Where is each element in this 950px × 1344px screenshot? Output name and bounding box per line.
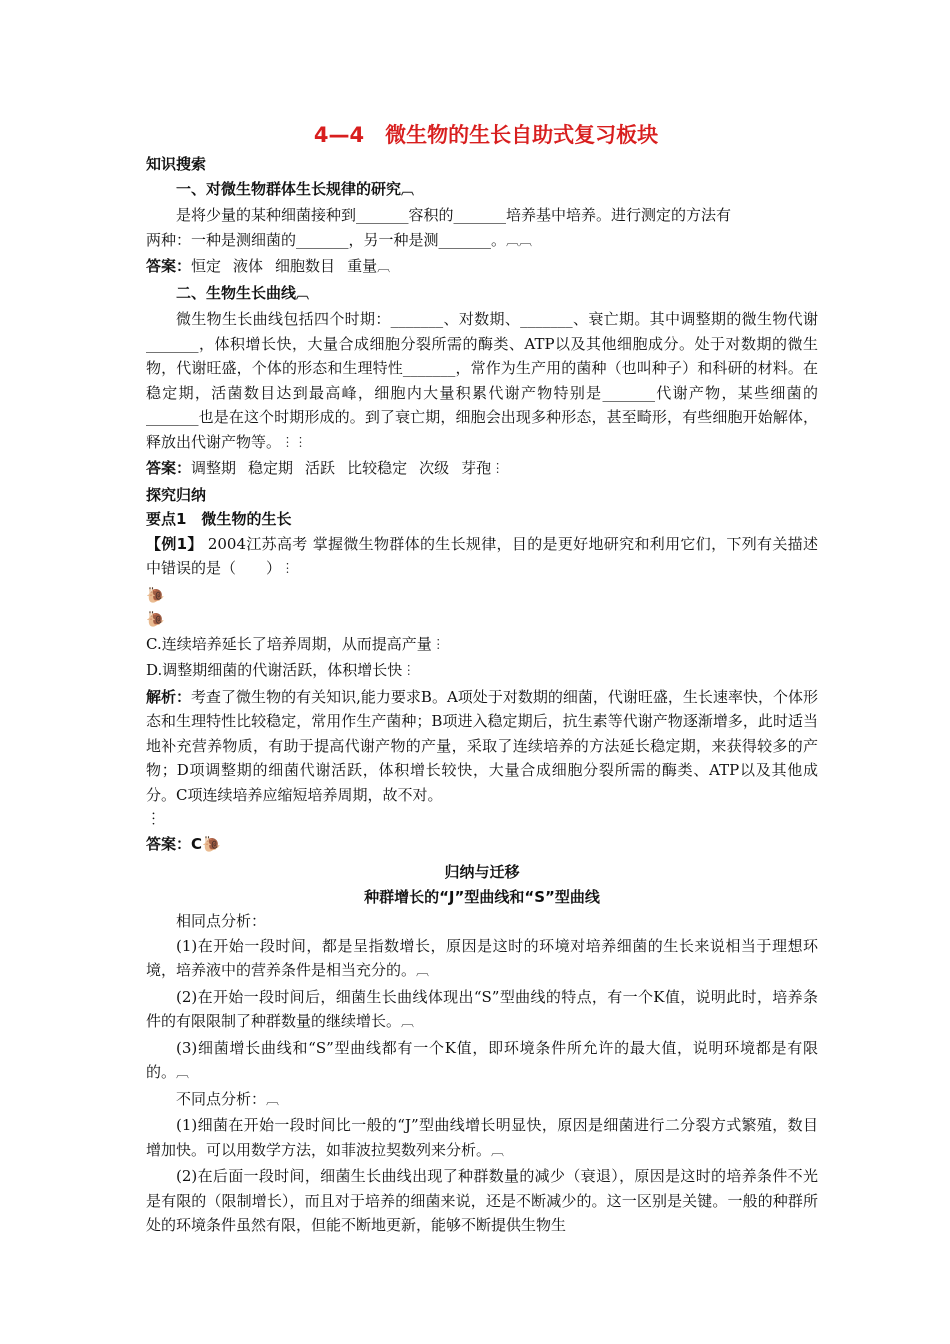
section2-answer-6: 芽孢: [461, 459, 492, 477]
section2-answer-2: 稳定期: [248, 459, 294, 477]
section1-body-line2-text: 两种：一种是测细菌的_______，另一种是测_______。: [146, 230, 507, 249]
section2-body-mark: ︙︙: [281, 435, 308, 451]
option-b-icon: 🐌: [146, 610, 165, 628]
section1-answer-1: 恒定: [191, 257, 222, 275]
same-item-3-mark: ︹: [176, 1066, 190, 1081]
option-c-text: C.连续培养延长了培养周期，从而提高产量: [146, 634, 432, 653]
diff-item-1-text: (1)细菌在开始一段时间比一般的“J”型曲线增长明显快，原因是细菌进行二分裂方式繁殖，数目增加快。可以用数学方法，如菲波拉契数列来分析。: [146, 1116, 818, 1159]
key-point-text: 要点1 微生物的生长: [146, 510, 292, 528]
section2-answer-1: 调整期: [191, 459, 237, 477]
analysis-answer-icon: 🐌: [202, 834, 221, 853]
example-text: 2004江苏高考 掌握微生物群体的生长规律，目的是更好地研究和利用它们，下列有关描述中错误的是（ ）: [146, 534, 818, 577]
section2-body-text: 微生物生长曲线包括四个时期：_______、对数期、_______、衰亡期。其中调整期的微生物代谢_______，体积增长快，大量合成细胞分裂所需的酶类、ATP以及其他细胞成分。处于对数期的微生物，代谢旺盛，个体的形态和生理特性_______，常作为生产用的菌种（也叫种子）和科研的材料。在稳定期，活菌数目达到最高峰，细胞内大量积累代谢产物特别是_______代谢产物，某些细菌的_______也是在这个时期形成的。到了衰亡期，细胞会出现多种形态，甚至畸形，有些细胞开始解体，释放出代谢产物等。: [146, 310, 818, 451]
diff-title-mark: ︹: [266, 1092, 280, 1108]
option-c: [146, 632, 818, 659]
analysis: [146, 685, 818, 808]
diff-title-text: 不同点分析：: [176, 1089, 267, 1108]
same-item-3-text: (3)细菌增长曲线和“S”型曲线都有一个K值，即环境条件所允许的最大值，说明环境都是有限的。: [146, 1038, 818, 1081]
section1-body-line2: [146, 228, 818, 255]
same-item-1-text: (1)在开始一段时间，都是呈指数增长，原因是这时的环境对培养细菌的生长来说相当于理想环境，培养液中的营养条件是相当充分的。: [146, 936, 818, 979]
example-label: 【例1】: [146, 534, 203, 553]
knowledge-search-heading: 知识搜索: [146, 155, 207, 173]
section2-heading-mark: ︹: [296, 286, 310, 302]
analysis-answer-label: 答案：: [146, 834, 192, 853]
section1-body-line1: 是将少量的某种细菌接种到_______容积的_______培养基中培养。进行测定的方法有: [176, 206, 732, 224]
same-item-2: [146, 985, 818, 1036]
section2-answer-mark: ︙: [491, 462, 505, 477]
section1-answer-mark: ︹: [377, 260, 391, 275]
page-title: 4—4 微生物的生长自助式复习板块: [313, 123, 659, 147]
section2-body: [146, 307, 818, 456]
same-item-3: [146, 1036, 818, 1087]
analysis-answer-value: C: [191, 834, 203, 853]
analysis-mark: ︙: [146, 810, 162, 828]
same-item-1-mark: ︹: [416, 964, 430, 979]
section1-answer-label: 答案：: [146, 257, 192, 275]
option-d: [146, 658, 818, 685]
key-point: [146, 507, 818, 532]
section2-heading: [146, 281, 818, 308]
section1-heading: [146, 177, 818, 204]
analysis-text: 考查了微生物的有关知识,能力要求B。A项处于对数期的细菌，代谢旺盛，生长速率快，个体形态和生理特性比较稳定，常用作生产菌种；B项进入稳定期后，抗生素等代谢产物逐渐增多，此时适当地补充营养物质，有助于提高代谢产物的产量，采取了连续培养的方法延长稳定期，来获得较多的产物；D项调整期的细菌代谢活跃，体积增长较快，大量合成细胞分裂所需的酶类、ATP以及其他成分。C项连续培养应缩短培养周期，故不对。: [146, 687, 818, 804]
section1-answer-3: 细胞数目: [275, 257, 336, 275]
section2-answer-4: 比较稳定: [347, 459, 408, 477]
section2-answer-5: 次级: [419, 459, 450, 477]
summary-subheading: 种群增长的“J”型曲线和“S”型曲线: [364, 887, 600, 906]
document-page: [146, 118, 818, 1238]
example-mark: ︙: [281, 562, 295, 577]
section1-answer-4: 重量: [347, 257, 378, 275]
section1-answer-2: 液体: [233, 257, 264, 275]
diff-title: [146, 1087, 818, 1114]
option-d-text: D.调整期细菌的代谢活跃，体积增长快: [146, 661, 403, 679]
option-c-mark: ︙: [431, 637, 445, 653]
section1-body-mark: ︹︹: [506, 233, 533, 249]
diff-item-1-mark: ︹: [491, 1143, 505, 1159]
section1-answer: [146, 254, 818, 281]
section2-answer-label: 答案：: [146, 459, 192, 477]
same-item-2-mark: ︹: [401, 1015, 415, 1030]
same-title: 相同点分析：: [176, 912, 267, 930]
option-a-icon: 🐌: [146, 585, 165, 604]
same-item-1: [146, 934, 818, 985]
diff-item-1: [146, 1113, 818, 1164]
summary-heading: 归纳与迁移: [444, 863, 520, 881]
explore-heading: 探究归纳: [146, 485, 207, 504]
section1-heading-text: 一、对微生物群体生长规律的研究: [176, 179, 402, 198]
analysis-label: 解析：: [146, 687, 192, 706]
section2-answer-3: 活跃: [305, 459, 336, 477]
section2-heading-text: 二、生物生长曲线: [176, 283, 297, 302]
section1-heading-mark: ︹: [401, 182, 415, 198]
section2-answer: [146, 456, 818, 483]
option-d-mark: ︙: [402, 664, 416, 679]
analysis-answer: [146, 832, 818, 857]
diff-item-2: (2)在后面一段时间，细菌生长曲线出现了种群数量的减少（衰退），原因是这时的培养条件不光是有限的（限制增长），而且对于培养的细菌来说，还是不断减少的。这一区别是关键。一般的种群所处的环境条件虽然有限，但能不断地更新，能够不断提供生物生: [146, 1167, 818, 1234]
example-question: [146, 532, 818, 583]
same-item-2-text: (2)在开始一段时间后，细菌生长曲线体现出“S”型曲线的特点，有一个K值，说明此时，培养条件的有限限制了种群数量的继续增长。: [146, 987, 818, 1030]
